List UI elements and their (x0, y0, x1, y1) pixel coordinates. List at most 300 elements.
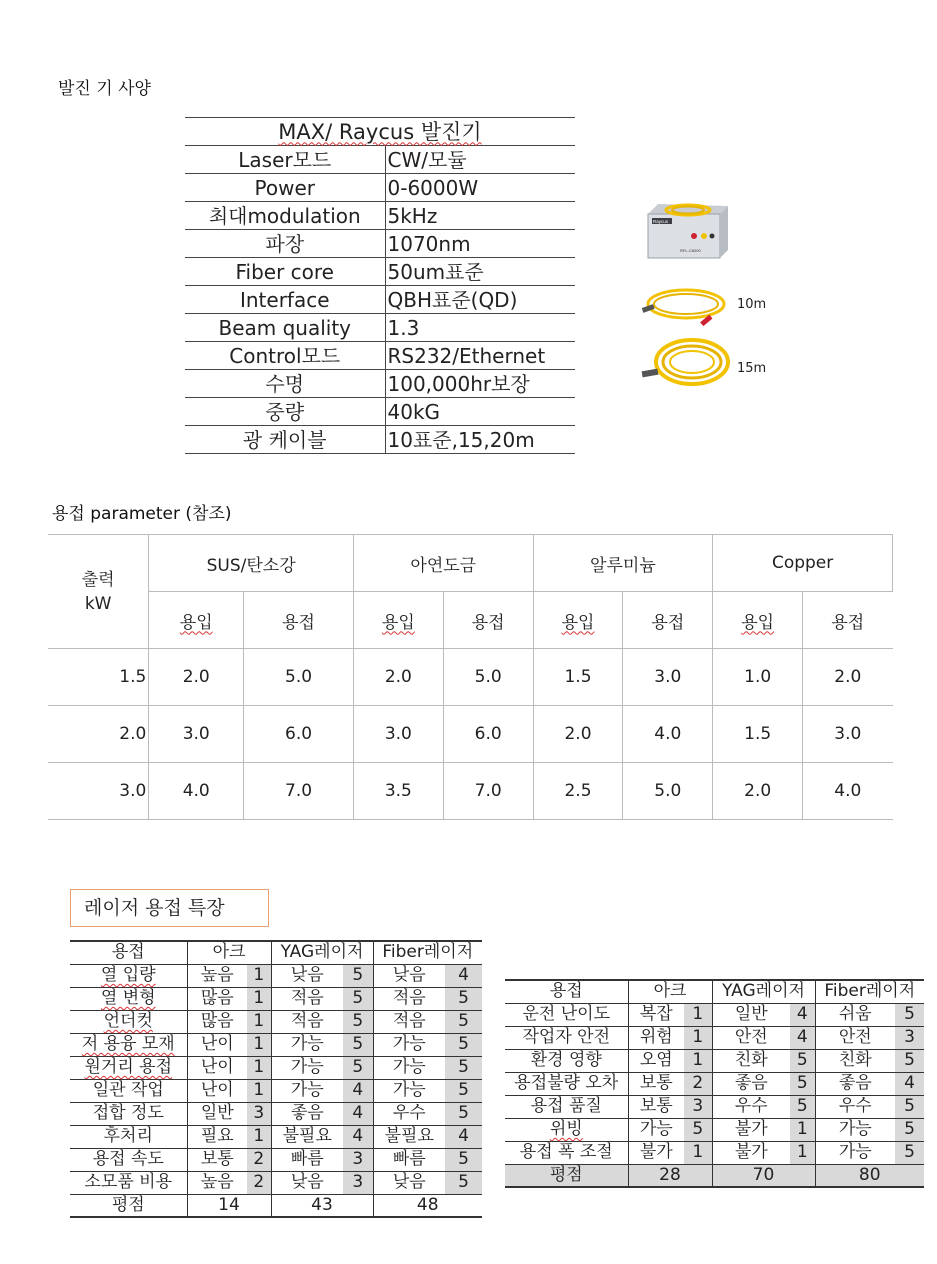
cmp-row (505, 1118, 924, 1141)
cmp-rating (815, 1095, 895, 1118)
weld-parameter-table (48, 534, 893, 820)
cmp-row (505, 1141, 924, 1164)
cmp-score (343, 1102, 373, 1125)
cmp-score (445, 1033, 482, 1056)
spec-row (185, 174, 575, 202)
cmp-cell-text: 난이 (200, 1057, 234, 1077)
cmp-score (445, 1125, 482, 1148)
cmp-rating (271, 1125, 343, 1148)
cmp-score (247, 964, 271, 987)
cmp-score (895, 1118, 924, 1141)
cmp-total-value: 80 (815, 1164, 924, 1187)
cmp-item (70, 1125, 187, 1148)
cmp-cell-text: 가능 (838, 1119, 872, 1139)
cmp-cell-text: 가능 (290, 1034, 324, 1054)
cmp-rating (373, 1171, 445, 1194)
cmp-cell-text: 5 (458, 1103, 469, 1123)
cmp-total-value: 48 (373, 1194, 482, 1217)
cmp-cell-text: 5 (458, 1011, 469, 1031)
cmp-row (70, 1033, 482, 1056)
cmp-rating (628, 1026, 684, 1049)
cmp-header: YAG레이저 (712, 980, 815, 1003)
param-value: 2.0 (533, 706, 623, 763)
cmp-cell-text: 4 (796, 1004, 808, 1024)
cmp-score (343, 1033, 373, 1056)
cmp-cell-text: 적음 (392, 988, 426, 1008)
cmp-row (70, 987, 482, 1010)
cmp-cell-text: 5 (458, 1057, 469, 1077)
param-value: 2.5 (533, 763, 623, 820)
cmp-cell-text: 가능 (838, 1142, 872, 1162)
cmp-rating (628, 1072, 684, 1095)
weld-comparison-table-right (505, 979, 924, 1188)
cmp-cell-text: 좋음 (290, 1103, 324, 1123)
cmp-score (445, 1102, 482, 1125)
cmp-item (70, 1102, 187, 1125)
cmp-cell-text: 불가 (639, 1142, 673, 1162)
param-value: 5.0 (443, 649, 533, 706)
spec-label: Control모드 (185, 342, 385, 370)
cmp-item (70, 964, 187, 987)
cmp-cell-text: 2 (692, 1073, 704, 1093)
cmp-rating (373, 1079, 445, 1102)
cmp-score (684, 1026, 712, 1049)
weld-parameter-heading: 용접 parameter (참조) (52, 504, 232, 524)
cmp-score (790, 1003, 815, 1026)
param-value: 6.0 (244, 706, 354, 763)
cmp-score (343, 1010, 373, 1033)
cmp-cell-text: 많음 (200, 988, 234, 1008)
spec-row (185, 146, 575, 174)
cmp-score (790, 1049, 815, 1072)
cmp-total-value: 43 (271, 1194, 373, 1217)
cmp-rating (187, 987, 247, 1010)
material-sus: SUS/탄소강 (149, 535, 354, 592)
param-value: 5.0 (244, 649, 354, 706)
cmp-rating (712, 1072, 790, 1095)
param-value: 2.0 (803, 649, 893, 706)
cmp-cell-text: 빠름 (392, 1149, 426, 1169)
cmp-header: 아크 (628, 980, 712, 1003)
spec-value: 50um표준 (385, 258, 575, 286)
cmp-cell-text: 1 (253, 1126, 265, 1146)
fiber-cable-15m-image (640, 336, 732, 392)
brand-label: Raycus (653, 219, 669, 224)
cmp-cell-text: 1 (253, 1057, 265, 1077)
cmp-rating (373, 1102, 445, 1125)
cmp-item (505, 1095, 628, 1118)
cmp-rating (271, 1102, 343, 1125)
cmp-cell-text: 5 (458, 1080, 469, 1100)
cmp-cell-text: 5 (796, 1096, 808, 1116)
cmp-cell-text: 5 (458, 988, 469, 1008)
sub-header-text: 용접 (282, 612, 315, 633)
spec-label: 파장 (185, 230, 385, 258)
cmp-rating (187, 1148, 247, 1171)
sub-penetration (713, 592, 803, 649)
cmp-rating (815, 1141, 895, 1164)
cmp-item (505, 1003, 628, 1026)
cmp-cell-text: 보통 (639, 1073, 673, 1093)
sub-penetration (149, 592, 244, 649)
sub-header-text: 용입 (381, 612, 415, 633)
cmp-row (70, 1148, 482, 1171)
spec-row (185, 202, 575, 230)
param-value: 4.0 (623, 706, 713, 763)
cmp-cell-text: 1 (253, 1080, 265, 1100)
cmp-cell-text: 불가 (734, 1119, 768, 1139)
cmp-cell-text: 2 (253, 1172, 265, 1192)
cmp-rating (628, 1118, 684, 1141)
cmp-score (445, 1148, 482, 1171)
cmp-row (505, 1026, 924, 1049)
sub-header-text: 용접 (651, 612, 685, 633)
param-row (48, 706, 893, 763)
cmp-rating (373, 1033, 445, 1056)
cmp-score (895, 1095, 924, 1118)
cmp-cell-text: 낮음 (392, 1172, 426, 1192)
cmp-cell-text: 위빙 (549, 1119, 583, 1139)
cmp-cell-text: 적음 (290, 988, 324, 1008)
cmp-row (505, 1003, 924, 1026)
cmp-score (343, 1148, 373, 1171)
param-value: 3.0 (623, 649, 713, 706)
cmp-total-value: 14 (187, 1194, 271, 1217)
cmp-item (505, 1026, 628, 1049)
spec-label: Interface (185, 286, 385, 314)
cmp-score (343, 964, 373, 987)
cmp-cell-text: 5 (352, 1034, 364, 1054)
cmp-row (70, 1171, 482, 1194)
cmp-cell-text: 5 (904, 1004, 915, 1024)
cmp-cell-text: 5 (796, 1073, 808, 1093)
cmp-cell-text: 좋음 (734, 1073, 768, 1093)
cmp-cell-text: 1 (253, 1011, 265, 1031)
param-sub-row (48, 592, 893, 649)
cmp-score (247, 987, 271, 1010)
cmp-row (70, 1010, 482, 1033)
cmp-cell-text: 난이 (200, 1034, 234, 1054)
cmp-cell-text: 적음 (290, 1011, 324, 1031)
cmp-header-row (505, 980, 924, 1003)
spec-value: 10표준,15,20m (385, 426, 575, 454)
spec-label: 최대modulation (185, 202, 385, 230)
cmp-item (70, 1010, 187, 1033)
cmp-rating (373, 1125, 445, 1148)
param-value: 3.0 (353, 706, 443, 763)
cable-15m-caption: 15m (737, 361, 767, 376)
cmp-cell-text: 불필요 (384, 1126, 434, 1146)
cmp-score (895, 1072, 924, 1095)
spec-value: 0-6000W (385, 174, 575, 202)
cmp-score (247, 1056, 271, 1079)
cmp-cell-text: 5 (352, 1057, 364, 1077)
cmp-cell-text: 친화 (734, 1050, 768, 1070)
cmp-cell-text: 환경 영향 (530, 1050, 602, 1070)
cmp-cell-text: 용접 속도 (92, 1149, 164, 1169)
sub-header-text: 용입 (561, 612, 595, 633)
param-value: 3.0 (803, 706, 893, 763)
cmp-total-value: 70 (712, 1164, 815, 1187)
cmp-total-row (70, 1194, 482, 1217)
sub-weld (443, 592, 533, 649)
cmp-cell-text: 4 (352, 1103, 364, 1123)
cmp-cell-text: 1 (692, 1004, 704, 1024)
cmp-cell-text: 소모품 비용 (84, 1172, 172, 1192)
cmp-item (70, 1056, 187, 1079)
cmp-cell-text: 가능 (392, 1034, 426, 1054)
sub-header-text: 용접 (471, 612, 505, 633)
cmp-cell-text: 1 (692, 1050, 704, 1070)
cmp-cell-text: 빠름 (290, 1149, 324, 1169)
param-material-row (48, 535, 893, 592)
cmp-item (505, 1118, 628, 1141)
cmp-rating (815, 1072, 895, 1095)
cmp-score (895, 1026, 924, 1049)
cmp-cell-text: 높음 (200, 965, 234, 985)
cmp-score (790, 1141, 815, 1164)
cmp-cell-text: 5 (904, 1096, 915, 1116)
cmp-score (445, 1171, 482, 1194)
cmp-score (445, 1056, 482, 1079)
spec-label: Beam quality (185, 314, 385, 342)
spec-label: 중량 (185, 398, 385, 426)
cmp-cell-text: 1 (692, 1142, 704, 1162)
spec-value: 40kG (385, 398, 575, 426)
cmp-cell-text: 5 (904, 1050, 915, 1070)
spec-value: QBH표준(QD) (385, 286, 575, 314)
spec-value: RS232/Ethernet (385, 342, 575, 370)
cmp-cell-text: 2 (253, 1149, 265, 1169)
cmp-rating (373, 1010, 445, 1033)
cmp-row (505, 1072, 924, 1095)
cmp-score (343, 1171, 373, 1194)
cmp-cell-text: 5 (458, 1172, 469, 1192)
cmp-cell-text: 보통 (639, 1096, 673, 1116)
cmp-rating (271, 964, 343, 987)
cmp-cell-text: 언더컷 (103, 1011, 153, 1031)
spec-row (185, 342, 575, 370)
cmp-cell-text: 우수 (392, 1103, 426, 1123)
cmp-cell-text: 5 (352, 988, 364, 1008)
cmp-cell-text: 가능 (392, 1080, 426, 1100)
cmp-cell-text: 3 (904, 1027, 915, 1047)
cmp-rating (373, 987, 445, 1010)
cmp-header-row (70, 941, 482, 964)
spec-value: 5kHz (385, 202, 575, 230)
oscillator-spec-table (185, 117, 575, 454)
spec-label: Power (185, 174, 385, 202)
param-value: 2.0 (149, 649, 244, 706)
cmp-cell-text: 적음 (392, 1011, 426, 1031)
spec-title-row (185, 118, 575, 146)
cmp-cell-text: 1 (796, 1119, 808, 1139)
spec-row (185, 286, 575, 314)
cmp-row (70, 1125, 482, 1148)
oscillator-spec-heading: 발진 기 사양 (58, 79, 151, 99)
spec-label: 광 케이블 (185, 426, 385, 454)
spec-label: 수명 (185, 370, 385, 398)
cmp-rating (712, 1095, 790, 1118)
cmp-cell-text: 좋음 (838, 1073, 872, 1093)
cmp-cell-text: 1 (253, 1034, 265, 1054)
cmp-cell-text: 가능 (290, 1057, 324, 1077)
cable-10m-caption: 10m (737, 297, 767, 312)
spec-value: 1.3 (385, 314, 575, 342)
cmp-score (684, 1118, 712, 1141)
cmp-total-row (505, 1164, 924, 1187)
cmp-cell-text: 우수 (734, 1096, 768, 1116)
cmp-cell-text: 보통 (200, 1149, 234, 1169)
cmp-cell-text: 열 변형 (100, 988, 156, 1008)
cmp-rating (271, 1010, 343, 1033)
sub-penetration (353, 592, 443, 649)
cmp-rating (712, 1003, 790, 1026)
cmp-cell-text: 운전 난이도 (522, 1004, 610, 1024)
cmp-cell-text: 안전 (838, 1027, 872, 1047)
cmp-score (790, 1072, 815, 1095)
param-kw: 3.0 (48, 763, 149, 820)
param-value: 4.0 (803, 763, 893, 820)
cmp-rating (628, 1095, 684, 1118)
cmp-cell-text: 오염 (639, 1050, 673, 1070)
cmp-score (790, 1095, 815, 1118)
cmp-item (70, 1171, 187, 1194)
sub-header-text: 용접 (831, 612, 865, 633)
sub-header-text: 용입 (741, 612, 775, 633)
cmp-rating (187, 1010, 247, 1033)
spec-row (185, 426, 575, 454)
cmp-rating (815, 1026, 895, 1049)
cmp-cell-text: 친화 (838, 1050, 872, 1070)
param-value: 4.0 (149, 763, 244, 820)
param-kw: 2.0 (48, 706, 149, 763)
param-value: 3.0 (149, 706, 244, 763)
cmp-score (445, 964, 482, 987)
cmp-header: YAG레이저 (271, 941, 373, 964)
cmp-cell-text: 1 (253, 965, 265, 985)
param-value: 2.0 (353, 649, 443, 706)
cmp-cell-text: 많음 (200, 1011, 234, 1031)
cmp-cell-text: 4 (352, 1126, 364, 1146)
cmp-cell-text: 4 (458, 1126, 469, 1146)
cmp-cell-text: 작업자 안전 (522, 1027, 610, 1047)
cmp-score (684, 1049, 712, 1072)
cmp-cell-text: 일반 (200, 1103, 234, 1123)
material-copper: Copper (713, 535, 893, 592)
cmp-header: 아크 (187, 941, 271, 964)
cmp-cell-text: 5 (352, 1011, 364, 1031)
cmp-cell-text: 높음 (200, 1172, 234, 1192)
cmp-rating (373, 1148, 445, 1171)
cmp-rating (187, 1125, 247, 1148)
cmp-cell-text: 원거리 용접 (84, 1057, 172, 1077)
cmp-cell-text: 용접 품질 (530, 1096, 602, 1116)
sub-penetration (533, 592, 623, 649)
cmp-rating (815, 1049, 895, 1072)
cmp-cell-text: 열 입량 (100, 965, 156, 985)
cmp-score (895, 1003, 924, 1026)
cmp-cell-text: 가능 (290, 1080, 324, 1100)
cmp-score (247, 1125, 271, 1148)
cmp-rating (712, 1049, 790, 1072)
laser-weld-features-title: 레이저 용접 특장 (70, 889, 269, 927)
cmp-cell-text: 접합 정도 (92, 1103, 164, 1123)
cmp-cell-text: 낮음 (392, 965, 426, 985)
cmp-rating (373, 1056, 445, 1079)
cmp-rating (271, 1079, 343, 1102)
cmp-score (247, 1148, 271, 1171)
cmp-cell-text: 4 (904, 1073, 915, 1093)
param-row (48, 763, 893, 820)
cmp-rating (187, 1102, 247, 1125)
param-value: 1.5 (533, 649, 623, 706)
cmp-rating (712, 1118, 790, 1141)
cmp-score (684, 1141, 712, 1164)
cmp-rating (712, 1141, 790, 1164)
param-value: 2.0 (713, 763, 803, 820)
cmp-cell-text: 일반 (734, 1004, 768, 1024)
spec-value: CW/모듈 (385, 146, 575, 174)
cmp-score (895, 1141, 924, 1164)
cmp-cell-text: 후처리 (103, 1126, 153, 1146)
sub-weld (623, 592, 713, 649)
cmp-rating (271, 1171, 343, 1194)
cmp-rating (187, 964, 247, 987)
sub-weld (244, 592, 354, 649)
param-value: 1.0 (713, 649, 803, 706)
cmp-cell-text: 3 (352, 1149, 364, 1169)
cmp-cell-text: 용접 폭 조절 (519, 1142, 613, 1162)
cmp-rating (628, 1141, 684, 1164)
cmp-score (343, 1079, 373, 1102)
cmp-score (343, 1056, 373, 1079)
cmp-score (445, 1079, 482, 1102)
cmp-item (505, 1141, 628, 1164)
param-value: 6.0 (443, 706, 533, 763)
cmp-cell-text: 쉬움 (838, 1004, 872, 1024)
cmp-rating (271, 1148, 343, 1171)
cmp-cell-text: 5 (796, 1050, 808, 1070)
cmp-total-label: 평점 (70, 1194, 187, 1217)
cmp-total-value: 28 (628, 1164, 712, 1187)
cmp-cell-text: 3 (352, 1172, 364, 1192)
cmp-score (343, 1125, 373, 1148)
cmp-score (247, 1171, 271, 1194)
cmp-item (70, 1033, 187, 1056)
cmp-score (684, 1072, 712, 1095)
cmp-cell-text: 낮음 (290, 1172, 324, 1192)
cmp-cell-text: 1 (253, 988, 265, 1008)
cmp-cell-text: 5 (904, 1119, 915, 1139)
cmp-rating (628, 1049, 684, 1072)
cmp-rating (815, 1118, 895, 1141)
spec-value: 1070nm (385, 230, 575, 258)
sub-header-text: 용입 (179, 612, 213, 633)
cmp-total-label: 평점 (505, 1164, 628, 1187)
spec-table-title (185, 118, 575, 146)
output-kw-header: 출력 kW (48, 535, 149, 649)
cmp-rating (187, 1171, 247, 1194)
spec-title-text: MAX/ Raycus 발진기 (278, 119, 482, 144)
cmp-rating (187, 1079, 247, 1102)
cmp-cell-text: 불필요 (282, 1126, 332, 1146)
cmp-row (70, 1056, 482, 1079)
cmp-cell-text: 용접불량 오차 (514, 1073, 619, 1093)
param-value: 3.5 (353, 763, 443, 820)
cmp-cell-text: 1 (692, 1027, 704, 1047)
cmp-rating (712, 1026, 790, 1049)
